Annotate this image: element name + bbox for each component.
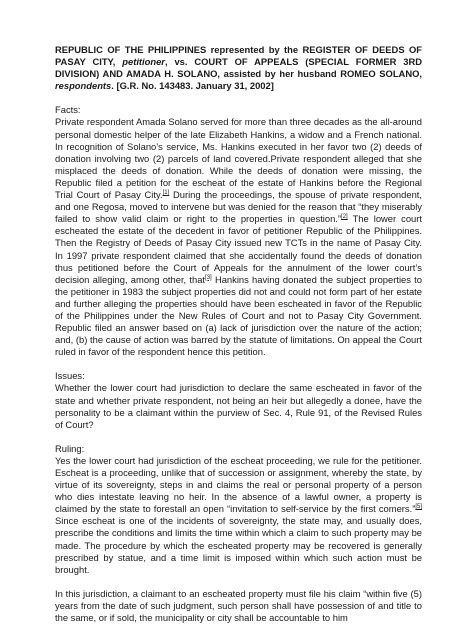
issues-heading: Issues: (55, 370, 85, 382)
facts-text-1: Private respondent Amada Solano served for more than three decades as the all-around personal domestic helper of the late Elizabeth Hankins, a widow and a French national. In recognition of Solano’s service, Ms. Hankins executed in her favor two (2) deeds of donation involving two (2) parcels of land covered.Private respondent alleged that she misplaced the deeds of donation. While the deeds of donation were missing, the Republic filed a petition for the escheat of the estate of Hankins before the Regional Trial Court of Pasay City. (55, 116, 422, 201)
case-title (55, 44, 422, 92)
ruling-paragraph-2: In this jurisdiction, a claimant to an escheated property must file his claim “within five (5) years from the date of such judgment, such person shall have possession of and title to the same, or if sold, the municipality or city shall be accountable to him (55, 587, 422, 624)
case-title-citation: . [G.R. No. 143483. January 31, 2002] (111, 80, 274, 92)
facts-text-2: During the proceedings, the spouse of private respondent, and one Regosa, moved to intervene but was denied for the reason that “they miserably failed to show valid claim or right to the properties in question.” (55, 189, 422, 225)
issues-paragraph: Whether the lower court had jurisdiction to declare the same escheated in favor of the state and whether private respondent, not being an heir but allegedly a donee, have the personality to be a claimant within the purview of Sec. 4, Rule 91, of the Revised Rules of Court? (55, 382, 422, 430)
ruling-paragraph-1 (55, 455, 422, 576)
footnote-link-2[interactable]: [2] (341, 214, 348, 221)
facts-heading: Facts: (55, 104, 81, 116)
facts-text-4: Hankins having donated the subject properties to the petitioner in 1983 the subject properties did not and could not form part of her estate and further alleging the properties should have been escheated in favor of the Republic of the Philippines under the New Rules of Court and not to Pasay City Government. Republic filed an answer based on (a) lack of jurisdiction over the nature of the action; and, (b) the cause of action was barred by the statute of limitations. On appeal the Court ruled in favor of the respondent hence this petition. (55, 273, 422, 358)
case-title-part-2: , vs. COURT OF APPEALS (SPECIAL FORMER 3RD DIVISION) AND AMADA H. SOLANO, assisted by her husband ROMEO SOLANO, (55, 56, 422, 80)
case-title-petitioner: petitioner (122, 56, 165, 68)
footnote-link-5[interactable]: [5] (415, 504, 422, 511)
footnote-link-1[interactable]: [1] (162, 189, 170, 196)
ruling-text-1: Yes the lower court had jurisdiction of the escheat proceeding, we rule for the petitioner. Escheat is a proceeding, unlike that of succession or assignment, whereby the state, by virtue of its sovereignty, steps in and claims the real or personal property of a person who dies intestate leaving no heir. In the absence of a lawful owner, a property is claimed by the state to forestall an open “invitation to self-service by the first comers.” (55, 454, 422, 515)
facts-text-3: The lower court escheated the estate of the decedent in favor of petitioner Republic of the Philippines. Then the Registry of Deeds of Pasay City issued new TCTs in the name of Pasay City. In 1997 private respondent claimed that she accidentally found the deeds of donation thus petitioned before the Court of Appeals for the annulment of the lower court’s decision alleging, among other, that (55, 213, 422, 285)
facts-paragraph (55, 116, 422, 358)
ruling-text-2: Since escheat is one of the incidents of sovereignty, the state may, and usually does, prescribe the conditions and limits the time within which a claim to such property may be made. The procedure by which the escheated property may be recovered is generally prescribed by statue, and a time limit is imposed within which such action must be brought. (55, 515, 422, 575)
case-title-respondents: respondents (55, 80, 112, 92)
ruling-heading: Ruling: (55, 442, 85, 454)
case-title-part-1: REPUBLIC OF THE PHILIPPINES represented by the REGISTER OF DEEDS OF PASAY CITY, (55, 44, 422, 68)
footnote-link-3[interactable]: [3] (205, 274, 212, 281)
